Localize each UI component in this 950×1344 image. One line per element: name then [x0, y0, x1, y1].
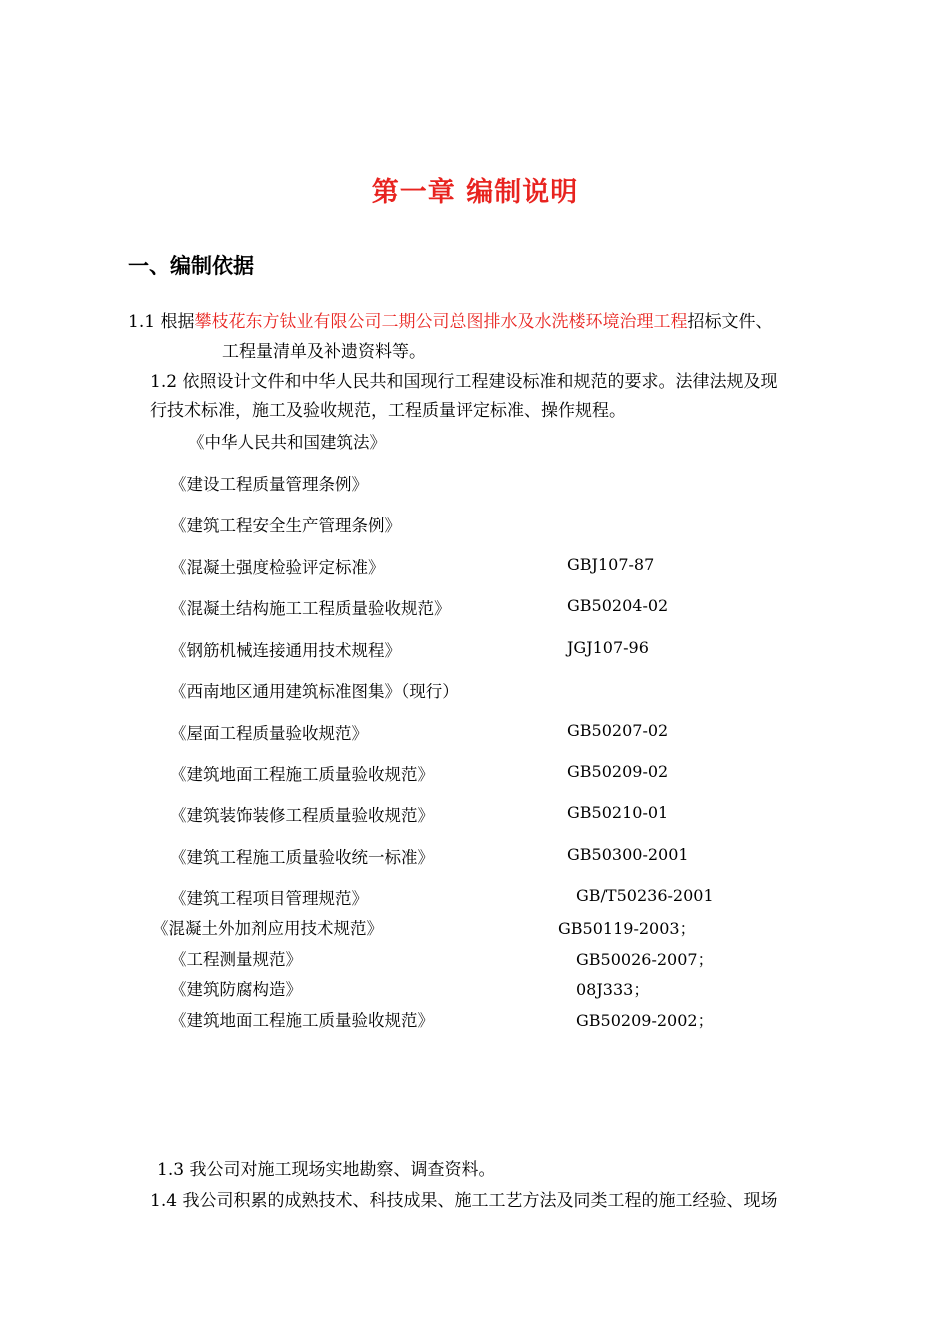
reference-title: 《屋面工程质量验收规范》 — [170, 724, 368, 743]
reference-title: 《混凝土结构施工工程质量验收规范》 — [170, 599, 451, 618]
reference-title: 《工程测量规范》 — [170, 950, 302, 969]
reference-title: 《建筑工程安全生产管理条例》 — [170, 516, 401, 535]
reference-code: 08J333； — [576, 980, 650, 999]
paragraph-1-1 — [128, 308, 772, 337]
p1-suffix: 招标文件、 — [687, 312, 773, 332]
paragraph-1-4: 1.4 我公司积累的成熟技术、科技成果、施工工艺方法及同类工程的施工经验、现场 — [150, 1191, 778, 1211]
reference-title: 《建筑地面工程施工质量验收规范》 — [170, 765, 434, 784]
section-heading: 一、编制依据 — [128, 254, 254, 278]
reference-title: 《建筑防腐构造》 — [170, 980, 302, 999]
reference-code: JGJ107-96 — [567, 638, 649, 657]
project-name-highlight: 攀枝花东方钛业有限公司二期公司总图排水及水洗楼环境治理工程 — [194, 312, 688, 332]
reference-title: 《西南地区通用建筑标准图集》（现行） — [170, 682, 459, 701]
reference-code: GB50209-2002； — [576, 1011, 714, 1030]
reference-title: 《建筑工程项目管理规范》 — [170, 889, 368, 908]
reference-title: 《中华人民共和国建筑法》 — [188, 433, 386, 452]
reference-code: GB50210-01 — [567, 803, 669, 822]
reference-title: 《建筑工程施工质量验收统一标准》 — [170, 848, 434, 867]
reference-code: GB50207-02 — [567, 721, 669, 740]
reference-code: GB50209-02 — [567, 762, 669, 781]
paragraph-1-1-line2: 工程量清单及补遗资料等。 — [222, 342, 426, 362]
paragraph-1-2-line1: 1.2 依照设计文件和中华人民共和国现行工程建设标准和规范的要求。法律法规及现 — [150, 372, 778, 392]
reference-code: GB50204-02 — [567, 596, 669, 615]
reference-title: 《混凝土强度检验评定标准》 — [170, 558, 385, 577]
chapter-title: 第一章 编制说明 — [371, 177, 579, 208]
p1-prefix: 1.1 根据 — [128, 312, 195, 332]
reference-code: GB50026-2007； — [576, 950, 714, 969]
reference-title: 《建筑装饰装修工程质量验收规范》 — [170, 806, 434, 825]
reference-code: GB50300-2001 — [567, 845, 689, 864]
reference-title: 《建筑地面工程施工质量验收规范》 — [170, 1011, 434, 1030]
reference-title: 《建设工程质量管理条例》 — [170, 475, 368, 494]
reference-code: GB/T50236-2001 — [576, 886, 714, 905]
reference-title: 《钢筋机械连接通用技术规程》 — [170, 641, 401, 660]
paragraph-1-3: 1.3 我公司对施工现场实地勘察、调查资料。 — [157, 1160, 496, 1180]
reference-title: 《混凝土外加剂应用技术规范》 — [152, 919, 383, 938]
paragraph-1-2-line2: 行技术标准，施工及验收规范，工程质量评定标准、操作规程。 — [150, 401, 626, 421]
reference-code: GB50119-2003； — [558, 919, 696, 938]
reference-code: GBJ107-87 — [567, 555, 655, 574]
